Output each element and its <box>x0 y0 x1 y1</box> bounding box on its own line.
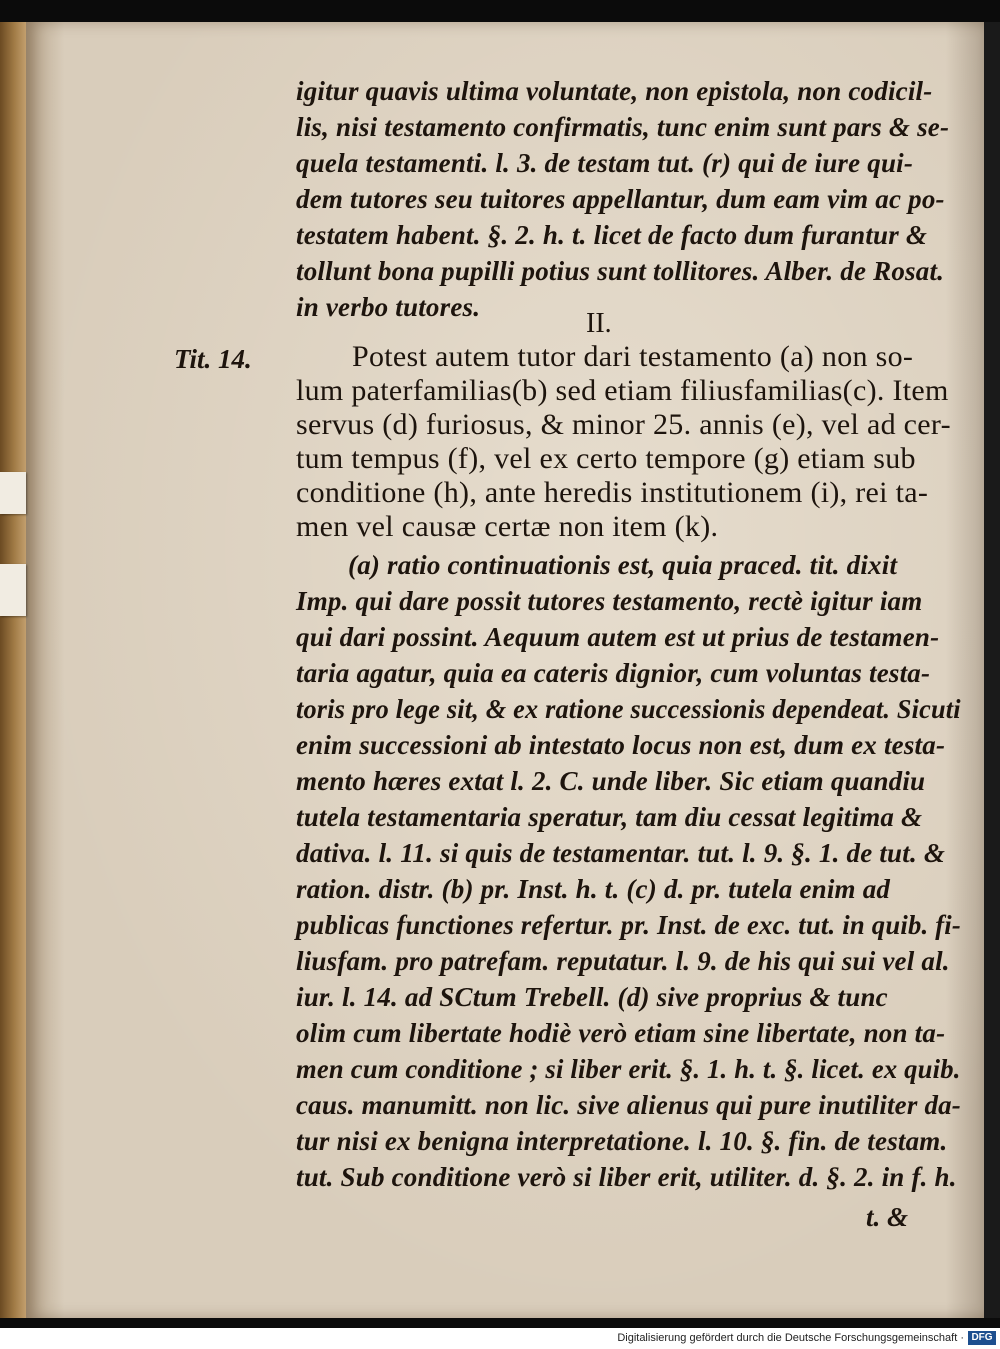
main-text-line: servus (d) furiosus, & minor 25. annis (e), vel ad cer- <box>296 408 951 441</box>
section-number: II. <box>586 308 612 339</box>
commentary-line: tut. Sub conditione verò si liber erit, utiliter. d. §. 2. in f. h. <box>296 1162 957 1192</box>
commentary-line: publicas functiones refertur. pr. Inst. de exc. tut. in quib. fi- <box>296 910 962 940</box>
scan-edge-right <box>984 22 1000 1318</box>
commentary-line: toris pro lege sit, & ex ratione successionis dependeat. Sicuti <box>296 694 961 724</box>
main-text-line: Potest autem tutor dari testamento (a) non so- <box>352 340 914 373</box>
main-text-line: tum tempus (f), vel ex certo tempore (g) etiam sub <box>296 442 916 475</box>
commentary-line: men cum conditione ; si liber erit. §. 1. h. t. §. licet. ex quib. <box>296 1054 961 1084</box>
commentary-line: caus. manumitt. non lic. sive alienus qui pure inutiliter da- <box>296 1090 961 1120</box>
commentary-line: olim cum libertate hodiè verò etiam sine libertate, non ta- <box>296 1018 946 1048</box>
continuation-line: testatem habent. §. 2. h. t. licet de facto dum furantur & <box>296 220 928 250</box>
continuation-line: quela testamenti. l. 3. de testam tut. (r) qui de iure qui- <box>296 148 914 178</box>
commentary-line: enim successioni ab intestato locus non est, dum ex testa- <box>296 730 946 760</box>
paper-tab <box>0 472 26 514</box>
catchword: t. & <box>866 1202 909 1232</box>
continuation-line: lis, nisi testamento confirmatis, tunc enim sunt pars & se- <box>296 112 950 142</box>
commentary-line: tutela testamentaria speratur, tam diu cessat legitima & <box>296 802 923 832</box>
margin-note: Tit. 14. <box>174 344 252 374</box>
commentary-line: ration. distr. (b) pr. Inst. h. t. (c) d. pr. tutela enim ad <box>296 874 891 904</box>
continuation-line: igitur quavis ultima voluntate, non epistola, non codicil- <box>296 76 933 106</box>
commentary-line: iur. l. 14. ad SCtum Trebell. (d) sive proprius & tunc <box>296 982 888 1012</box>
commentary-line: qui dari possint. Aequum autem est ut prius de testamen- <box>296 622 940 652</box>
commentary-line: Imp. qui dare possit tutores testamento, rectè igitur iam <box>296 586 923 616</box>
commentary-line: tur nisi ex benigna interpretatione. l. 10. §. fin. de testam. <box>296 1126 948 1156</box>
footer-bar <box>0 1328 1000 1349</box>
dfg-logo-icon: DFG <box>968 1331 996 1345</box>
continuation-line: dem tutores seu tuitores appellantur, dum eam vim ac po- <box>296 184 945 214</box>
page-text-area <box>26 22 984 1318</box>
main-text-line: conditione (h), ante heredis institutionem (i), rei ta- <box>296 476 929 509</box>
main-text-line: men vel causæ certæ non item (k). <box>296 510 719 543</box>
commentary-line: dativa. l. 11. si quis de testamentar. tut. l. 9. §. 1. de tut. & <box>296 838 946 868</box>
footer-credit: Digitalisierung gefördert durch die Deutsche Forschungsgemeinschaft · <box>617 1332 964 1344</box>
main-text-line: lum paterfamilias(b) sed etiam filiusfamilias(c). Item <box>296 374 949 407</box>
commentary-line: liusfam. pro patrefam. reputatur. l. 9. de his qui sui vel al. <box>296 946 950 976</box>
continuation-line: in verbo tutores. <box>296 292 481 322</box>
commentary-line: mento hæres extat l. 2. C. unde liber. Sic etiam quandiu <box>296 766 926 796</box>
commentary-line: (a) ratio continuationis est, quia praced. tit. dixit <box>348 550 898 580</box>
continuation-line: tollunt bona pupilli potius sunt tollitores. Alber. de Rosat. <box>296 256 945 286</box>
paper-tab <box>0 564 26 616</box>
commentary-line: taria agatur, quia ea cateris dignior, cum voluntas testa- <box>296 658 931 688</box>
book-page <box>26 22 984 1318</box>
